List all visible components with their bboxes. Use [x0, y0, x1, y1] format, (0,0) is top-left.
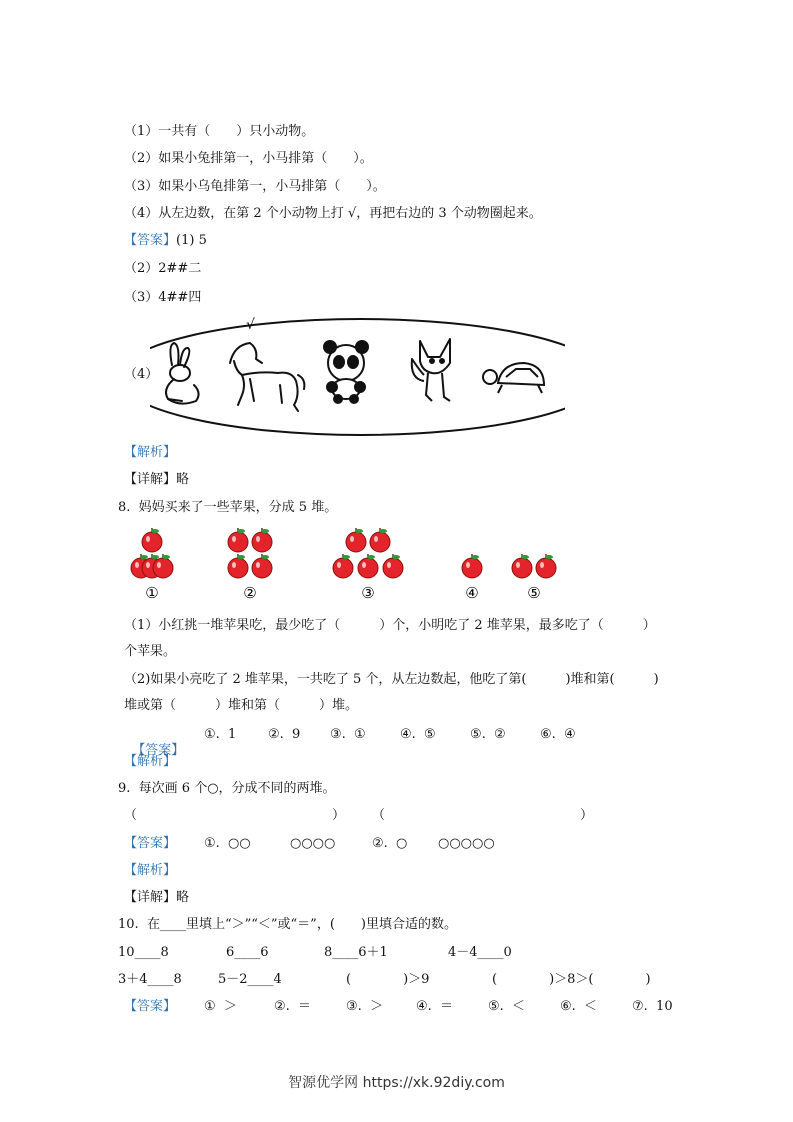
detail-text: 略	[176, 472, 190, 487]
pile-label-4: ④	[465, 584, 479, 602]
q8-answers-1: ①. 1	[204, 727, 237, 742]
apple-icon	[252, 554, 272, 578]
detail-tag: 【详解】	[124, 472, 177, 487]
q10-answers-2: ②. ＝	[274, 999, 312, 1014]
q8-analysis-tag: 【解析】	[124, 754, 177, 769]
q10-r2-d: ( )＞8＞( )	[492, 972, 651, 987]
q9-blank-left-open: （	[124, 808, 138, 823]
q9-blank-right-open: （	[372, 808, 386, 823]
q8-sub1-b: 个苹果。	[124, 644, 177, 659]
detail-tag: 【详解】	[124, 890, 177, 905]
q7-answer-line	[124, 233, 207, 249]
q7-sub3: （3）如果小乌龟排第一，小马排第（ ）。	[124, 179, 386, 194]
apple-icon	[536, 554, 556, 578]
q10-answer-tag: 【答案】	[124, 999, 177, 1014]
q10-r2-a: 3＋4____8	[118, 972, 182, 987]
q8-answers-3: ③. ①	[330, 727, 366, 742]
animals-figure	[150, 315, 565, 437]
q10-r2-b: 5－2____4	[218, 972, 282, 987]
apple-icon	[370, 528, 390, 552]
q7-sub4: （4）从左边数，在第 2 个小动物上打 √，再把右边的 3 个动物圈起来。	[124, 206, 542, 221]
q9-title: 9. 每次画 6 个○，分成不同的两堆。	[118, 781, 336, 796]
apple-icon	[462, 554, 482, 578]
q10-answers-3: ③. ＞	[346, 999, 384, 1014]
apple-icon	[252, 528, 272, 552]
q8-answers-5: ⑤. ②	[470, 727, 506, 742]
detail-text: 略	[176, 890, 190, 905]
apple-icon	[512, 554, 532, 578]
q8-sub2-a: （2)如果小亮吃了 2 堆苹果，一共吃了 5 个，从左边数起，他吃了第( )堆和第( )	[124, 672, 659, 687]
pile-label-1: ①	[145, 584, 159, 602]
q8-sub1-a: （1）小红挑一堆苹果吃，最少吃了（ ）个，小明吃了 2 堆苹果，最多吃了（ ）	[124, 618, 656, 633]
check-mark: √	[246, 317, 255, 333]
q10-r1-a: 10____8	[118, 945, 169, 960]
q10-r2-c: ( )＞9	[346, 972, 430, 987]
panda-icon	[324, 341, 368, 403]
q10-answers-7: ⑦. 10	[632, 999, 673, 1014]
q7-answer4-label: （4）	[124, 367, 159, 382]
q10-answers-6: ⑥. ＜	[560, 999, 598, 1014]
q9-answer-1: ①. ○○	[204, 836, 251, 851]
pile-label-2: ②	[243, 584, 257, 602]
q9-detail-line	[124, 890, 189, 906]
q8-title: 8. 妈妈买来了一些苹果，分成 5 堆。	[118, 500, 338, 515]
q8-answers-6: ⑥. ④	[540, 727, 576, 742]
q9-answer-2b: ○○○○○	[438, 836, 495, 851]
q9-blank-right-close: ）	[580, 808, 594, 823]
pile-label-3: ③	[361, 584, 375, 602]
answer-tag: 【答案】	[132, 743, 185, 758]
q9-answer-2: ②. ○	[372, 836, 408, 851]
turtle-icon	[483, 363, 544, 393]
pile-label-5: ⑤	[527, 584, 541, 602]
q10-title: 10. 在____里填上“＞”“＜”或“＝”，( )里填合适的数。	[118, 917, 457, 932]
apple-piles-figure	[120, 522, 570, 604]
q7-answer2: （2）2##二	[124, 261, 202, 276]
rabbit-icon	[166, 343, 199, 404]
horse-icon	[230, 343, 304, 411]
q10-r1-c: 8____6＋1	[324, 945, 388, 960]
answer-tag: 【答案】	[124, 233, 177, 248]
q7-answer1: (1) 5	[176, 233, 207, 248]
apple-icon	[383, 554, 403, 578]
apple-icon	[142, 528, 162, 552]
apple-icon	[358, 554, 378, 578]
q8-answers-4: ④. ⑤	[400, 727, 436, 742]
apple-icon	[228, 554, 248, 578]
q10-answers-1: ① ＞	[204, 999, 237, 1014]
q9-analysis-tag: 【解析】	[124, 863, 177, 878]
q7-sub1: （1）一共有（ ）只小动物。	[124, 124, 315, 139]
q9-answer-1b: ○○○○	[290, 836, 336, 851]
q10-answers-4: ④. ＝	[416, 999, 454, 1014]
fox-icon	[412, 339, 450, 401]
apple-icon	[228, 528, 248, 552]
q8-answers-2: ②. 9	[268, 727, 301, 742]
apple-icon	[346, 528, 366, 552]
apple-icon	[333, 554, 353, 578]
q7-detail-line	[124, 472, 189, 488]
q10-answers-5: ⑤. ＜	[488, 999, 526, 1014]
q7-sub2: （2）如果小兔排第一，小马排第（ ）。	[124, 151, 373, 166]
q10-r1-d: 4－4____0	[448, 945, 512, 960]
q9-blank-left-close: ）	[332, 808, 346, 823]
q9-answer-tag: 【答案】	[124, 836, 177, 851]
q7-answer3: （3）4##四	[124, 290, 202, 305]
footer-watermark: 智源优学网 https://xk.92diy.com	[288, 1075, 505, 1091]
q10-r1-b: 6____6	[226, 945, 269, 960]
q7-analysis-tag: 【解析】	[124, 445, 177, 460]
q8-sub2-b: 堆或第（ ）堆和第（ ）堆。	[124, 698, 359, 713]
